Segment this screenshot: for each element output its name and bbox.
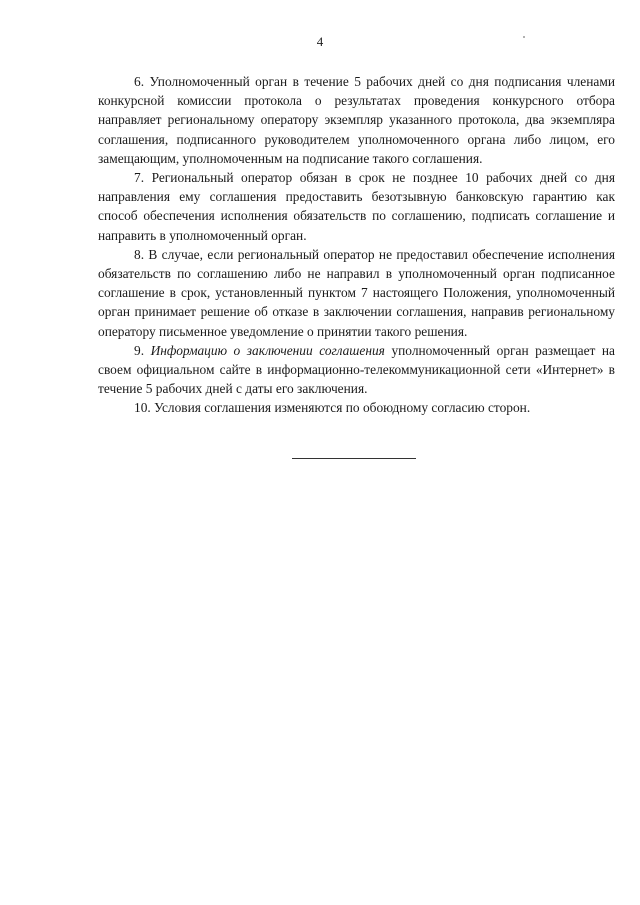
page-number: 4 [316,34,324,49]
document-body [98,72,615,418]
scan-speck [523,36,525,38]
paragraph-9 [98,341,615,399]
paragraph-9-italic-phrase: Информацию о заключении соглашения [150,342,385,358]
paragraph-10: 10. Условия соглашения изменяются по обоюдному согласию сторон. [134,400,531,416]
paragraph-9-text: уполномоченный орган размещает на своем официальном сайте в информационно-телекоммуникационной сети «Интернет» в течение 5 рабочих дней с даты его заключения. [98,342,616,397]
paragraph-8: 8. В случае, если региональный оператор не предоставил обеспечение исполнения обязательств по соглашению либо не направил в уполномоченный орган подписанное соглашение в срок, установленный пунктом 7 настоящего Положения, уполномоченный орган принимает решение об отказе в заключении соглашения, направив региональному оператору письменное уведомление о принятии такого решения. [98,246,615,339]
paragraph-9-number: 9. [134,342,151,358]
paragraph-6: 6. Уполномоченный орган в течение 5 рабочих дней со дня подписания членами конкурсной комиссии протокола о результатах проведения конкурсного отбора направляет региональному оператору экземпляр указанного протокола, два экземпляра соглашения, подписанного руководителем уполномоченного органа либо лицом, его замещающим, уполномоченным на подписание такого соглашения. [98,74,615,166]
end-of-text-rule [292,458,416,459]
paragraph-7: 7. Региональный оператор обязан в срок не позднее 10 рабочих дней со дня направления ему соглашения предоставить безотзывную банковскую гарантию как способ обеспечения исполнения обязательств по соглашению, подписать соглашение и направить в уполномоченный орган. [98,170,615,243]
